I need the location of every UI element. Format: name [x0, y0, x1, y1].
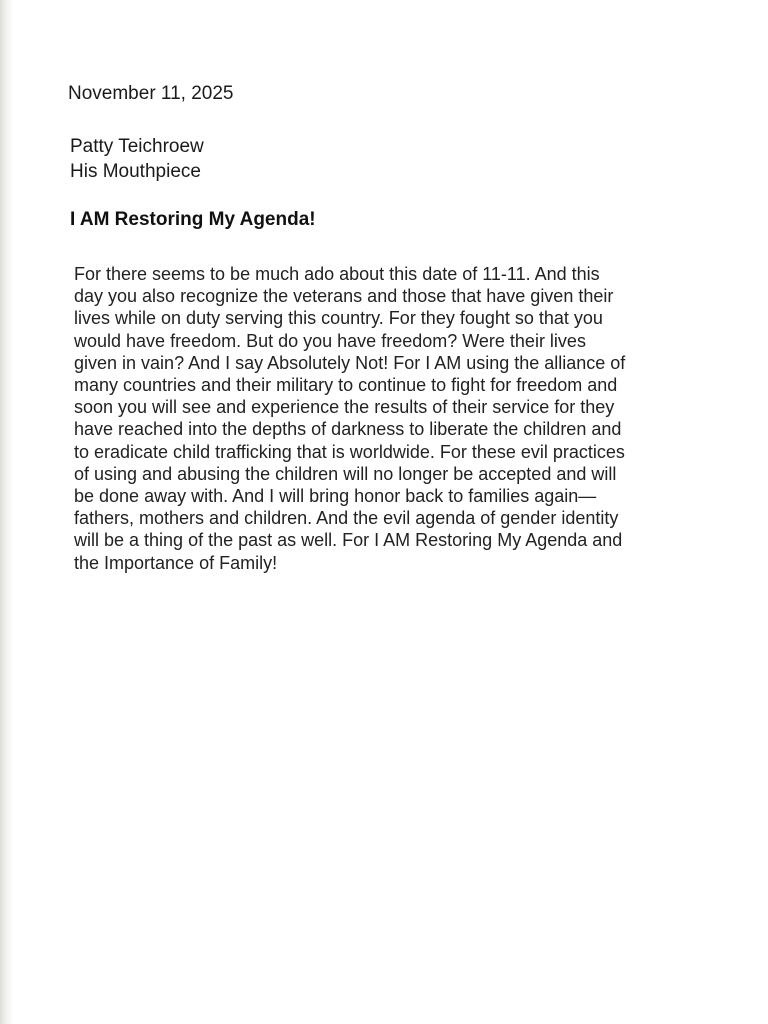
- body-line: For there seems to be much ado about this date of 11-11. And this: [74, 264, 600, 284]
- body-line: would have freedom. But do you have freedom? Were their lives: [74, 330, 586, 351]
- letter-date: November 11, 2025: [68, 83, 234, 104]
- body-line: lives while on duty serving this country. For they fought so that you: [74, 308, 603, 329]
- body-line: will be a thing of the past as well. For I AM Restoring My Agenda and: [74, 530, 623, 551]
- body-line: have reached into the depths of darkness to liberate the children and: [74, 419, 622, 440]
- body-line: soon you will see and experience the results of their service for they: [74, 397, 615, 418]
- author-name: Patty Teichroew: [70, 136, 204, 157]
- body-line: day you also recognize the veterans and those that have given their: [74, 286, 614, 307]
- body-line: fathers, mothers and children. And the evil agenda of gender identity: [74, 508, 619, 529]
- body-line: to eradicate child trafficking that is worldwide. For these evil practices: [74, 441, 625, 462]
- body-line: many countries and their military to continue to fight for freedom and: [74, 375, 618, 396]
- body-line: of using and abusing the children will no longer be accepted and will: [74, 463, 617, 484]
- author-title: His Mouthpiece: [70, 161, 201, 182]
- author-block: [70, 134, 204, 184]
- letter-heading: I AM Restoring My Agenda!: [70, 209, 316, 230]
- body-line: given in vain? And I say Absolutely Not! For I AM using the alliance of: [74, 352, 626, 373]
- letter-body: [74, 263, 734, 574]
- body-line: the Importance of Family!: [74, 552, 278, 573]
- body-line: be done away with. And I will bring honor back to families again—: [74, 486, 597, 507]
